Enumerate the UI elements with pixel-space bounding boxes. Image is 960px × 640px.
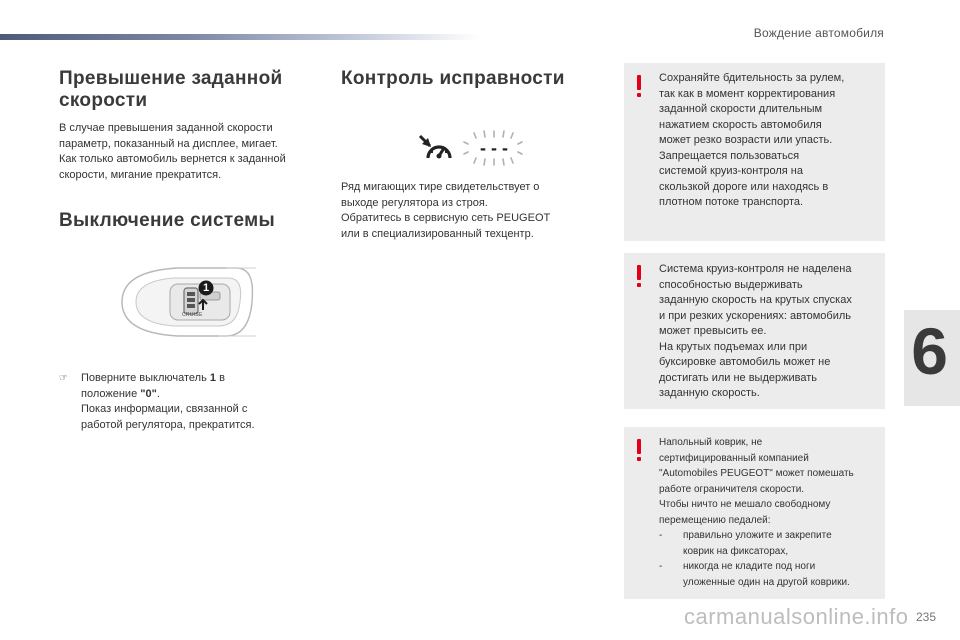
warning-line: нажатием скорость автомобиля (659, 118, 822, 131)
warning-exclamation-icon (636, 75, 642, 97)
instruction-line4: работой регулятора, прекратится. (81, 418, 255, 431)
warning-line: "Automobiles PEUGEOT" может помешать (659, 468, 854, 479)
warning-list (659, 528, 879, 590)
check-heading: Контроль исправности (341, 68, 565, 89)
overspeed-heading-line1: Превышение заданной (59, 68, 283, 89)
warning-box-1 (624, 63, 885, 241)
instruction-text-post: в (216, 372, 225, 384)
text-line: Ряд мигающих тире свидетельствует о (341, 181, 540, 193)
header-decor-bar (0, 34, 480, 40)
warning-line: перемещению педалей: (659, 514, 771, 526)
warning-box-2 (624, 253, 885, 409)
warning-line: заданную скорость. (659, 387, 760, 399)
warning-line: Чтобы ничто не мешало свободному (659, 499, 831, 510)
chapter-number: 6 (911, 314, 948, 388)
warning-text (659, 71, 879, 211)
switch-label: CRUISE (182, 312, 203, 318)
list-item-line1: правильно уложите и закрепите (683, 530, 832, 541)
warning-line: На крутых подъемах или при (659, 340, 808, 353)
list-item (659, 528, 879, 559)
page-number: 235 (915, 610, 936, 624)
speedometer-icon (416, 128, 460, 166)
warning-line: скользкой дороге или находясь в (659, 180, 829, 193)
warning-line: и при резких ускорениях: автомобиль (659, 309, 852, 322)
text-line: или в специализированный техцентр. (341, 227, 534, 240)
list-item-line2: коврик на фиксаторах, (683, 545, 789, 557)
list-dash: - (659, 530, 663, 541)
warning-exclamation-icon (636, 439, 642, 461)
warning-line: достигать или не выдерживать (659, 371, 817, 384)
overspeed-heading (59, 68, 282, 112)
instruction-switch-number: 1 (209, 372, 217, 384)
warning-line: может превысить ее. (659, 325, 767, 337)
warning-line: сертифицированный компанией (659, 452, 809, 464)
rotate-arrow-icon (196, 298, 210, 312)
disable-instruction (59, 371, 255, 433)
text-line: параметр, показанный на дисплее, мигает. (59, 137, 278, 150)
text-line: Обратитесь в сервисную сеть PEUGEOT (341, 212, 551, 224)
instruction-item (59, 371, 255, 433)
blinking-dashes: - - - (480, 138, 508, 158)
text-line: выходе регулятора из строя. (341, 196, 488, 209)
warning-line: может резко возрасти или упасть. (659, 134, 833, 146)
overspeed-text (59, 121, 286, 183)
warning-line: способностью выдерживать (659, 278, 803, 291)
instruction-text-pre: Поверните выключатель (81, 372, 210, 384)
warning-line: работе ограничителя скорости. (659, 483, 805, 495)
warning-line: Запрещается пользоваться (659, 149, 800, 162)
instruction-position: "0" (140, 387, 157, 400)
callout-number: 1 (202, 282, 210, 294)
warning-line: заданной скорости длительным (659, 103, 823, 115)
warning-line: так как в момент корректирования (659, 87, 836, 100)
arrow-bullet-icon: ☞ (59, 373, 68, 384)
warning-text (659, 435, 879, 590)
warning-box-3 (624, 427, 885, 599)
warning-line: Напольный коврик, не (659, 437, 763, 448)
warning-line: плотном потоке транспорта. (659, 196, 804, 208)
text-line: Как только автомобиль вернется к заданной (59, 153, 286, 165)
watermark: carmanualsonline.info (684, 604, 909, 629)
section-title: Вождение автомобиля (753, 26, 884, 40)
instruction-line3: Показ информации, связанной с (81, 403, 248, 415)
list-item-line2: уложенные один на другой коврики. (683, 576, 850, 588)
steering-switch-illustration (118, 262, 258, 342)
warning-line: Система круиз-контроля не наделена (659, 263, 852, 275)
list-item-line1: никогда не кладите под ноги (683, 561, 816, 572)
list-dash: - (659, 561, 663, 572)
check-text (341, 180, 550, 242)
list-item (659, 559, 879, 590)
text-line: скорости, мигание прекратится. (59, 168, 222, 181)
warning-line: заданную скорость на крутых спусках (659, 294, 852, 306)
disable-heading: Выключение системы (59, 210, 275, 231)
warning-text (659, 262, 879, 402)
warning-line: Сохраняйте бдительность за рулем, (659, 72, 845, 84)
warning-line: буксировке автомобиль может не (659, 356, 831, 368)
text-line: В случае превышения заданной скорости (59, 122, 273, 134)
warning-line: системой круиз-контроля на (659, 165, 803, 177)
instruction-line2-post: . (156, 387, 160, 400)
instruction-line2-pre: положение (81, 387, 141, 400)
warning-exclamation-icon (636, 265, 642, 287)
overspeed-heading-line2: скорости (59, 90, 148, 111)
